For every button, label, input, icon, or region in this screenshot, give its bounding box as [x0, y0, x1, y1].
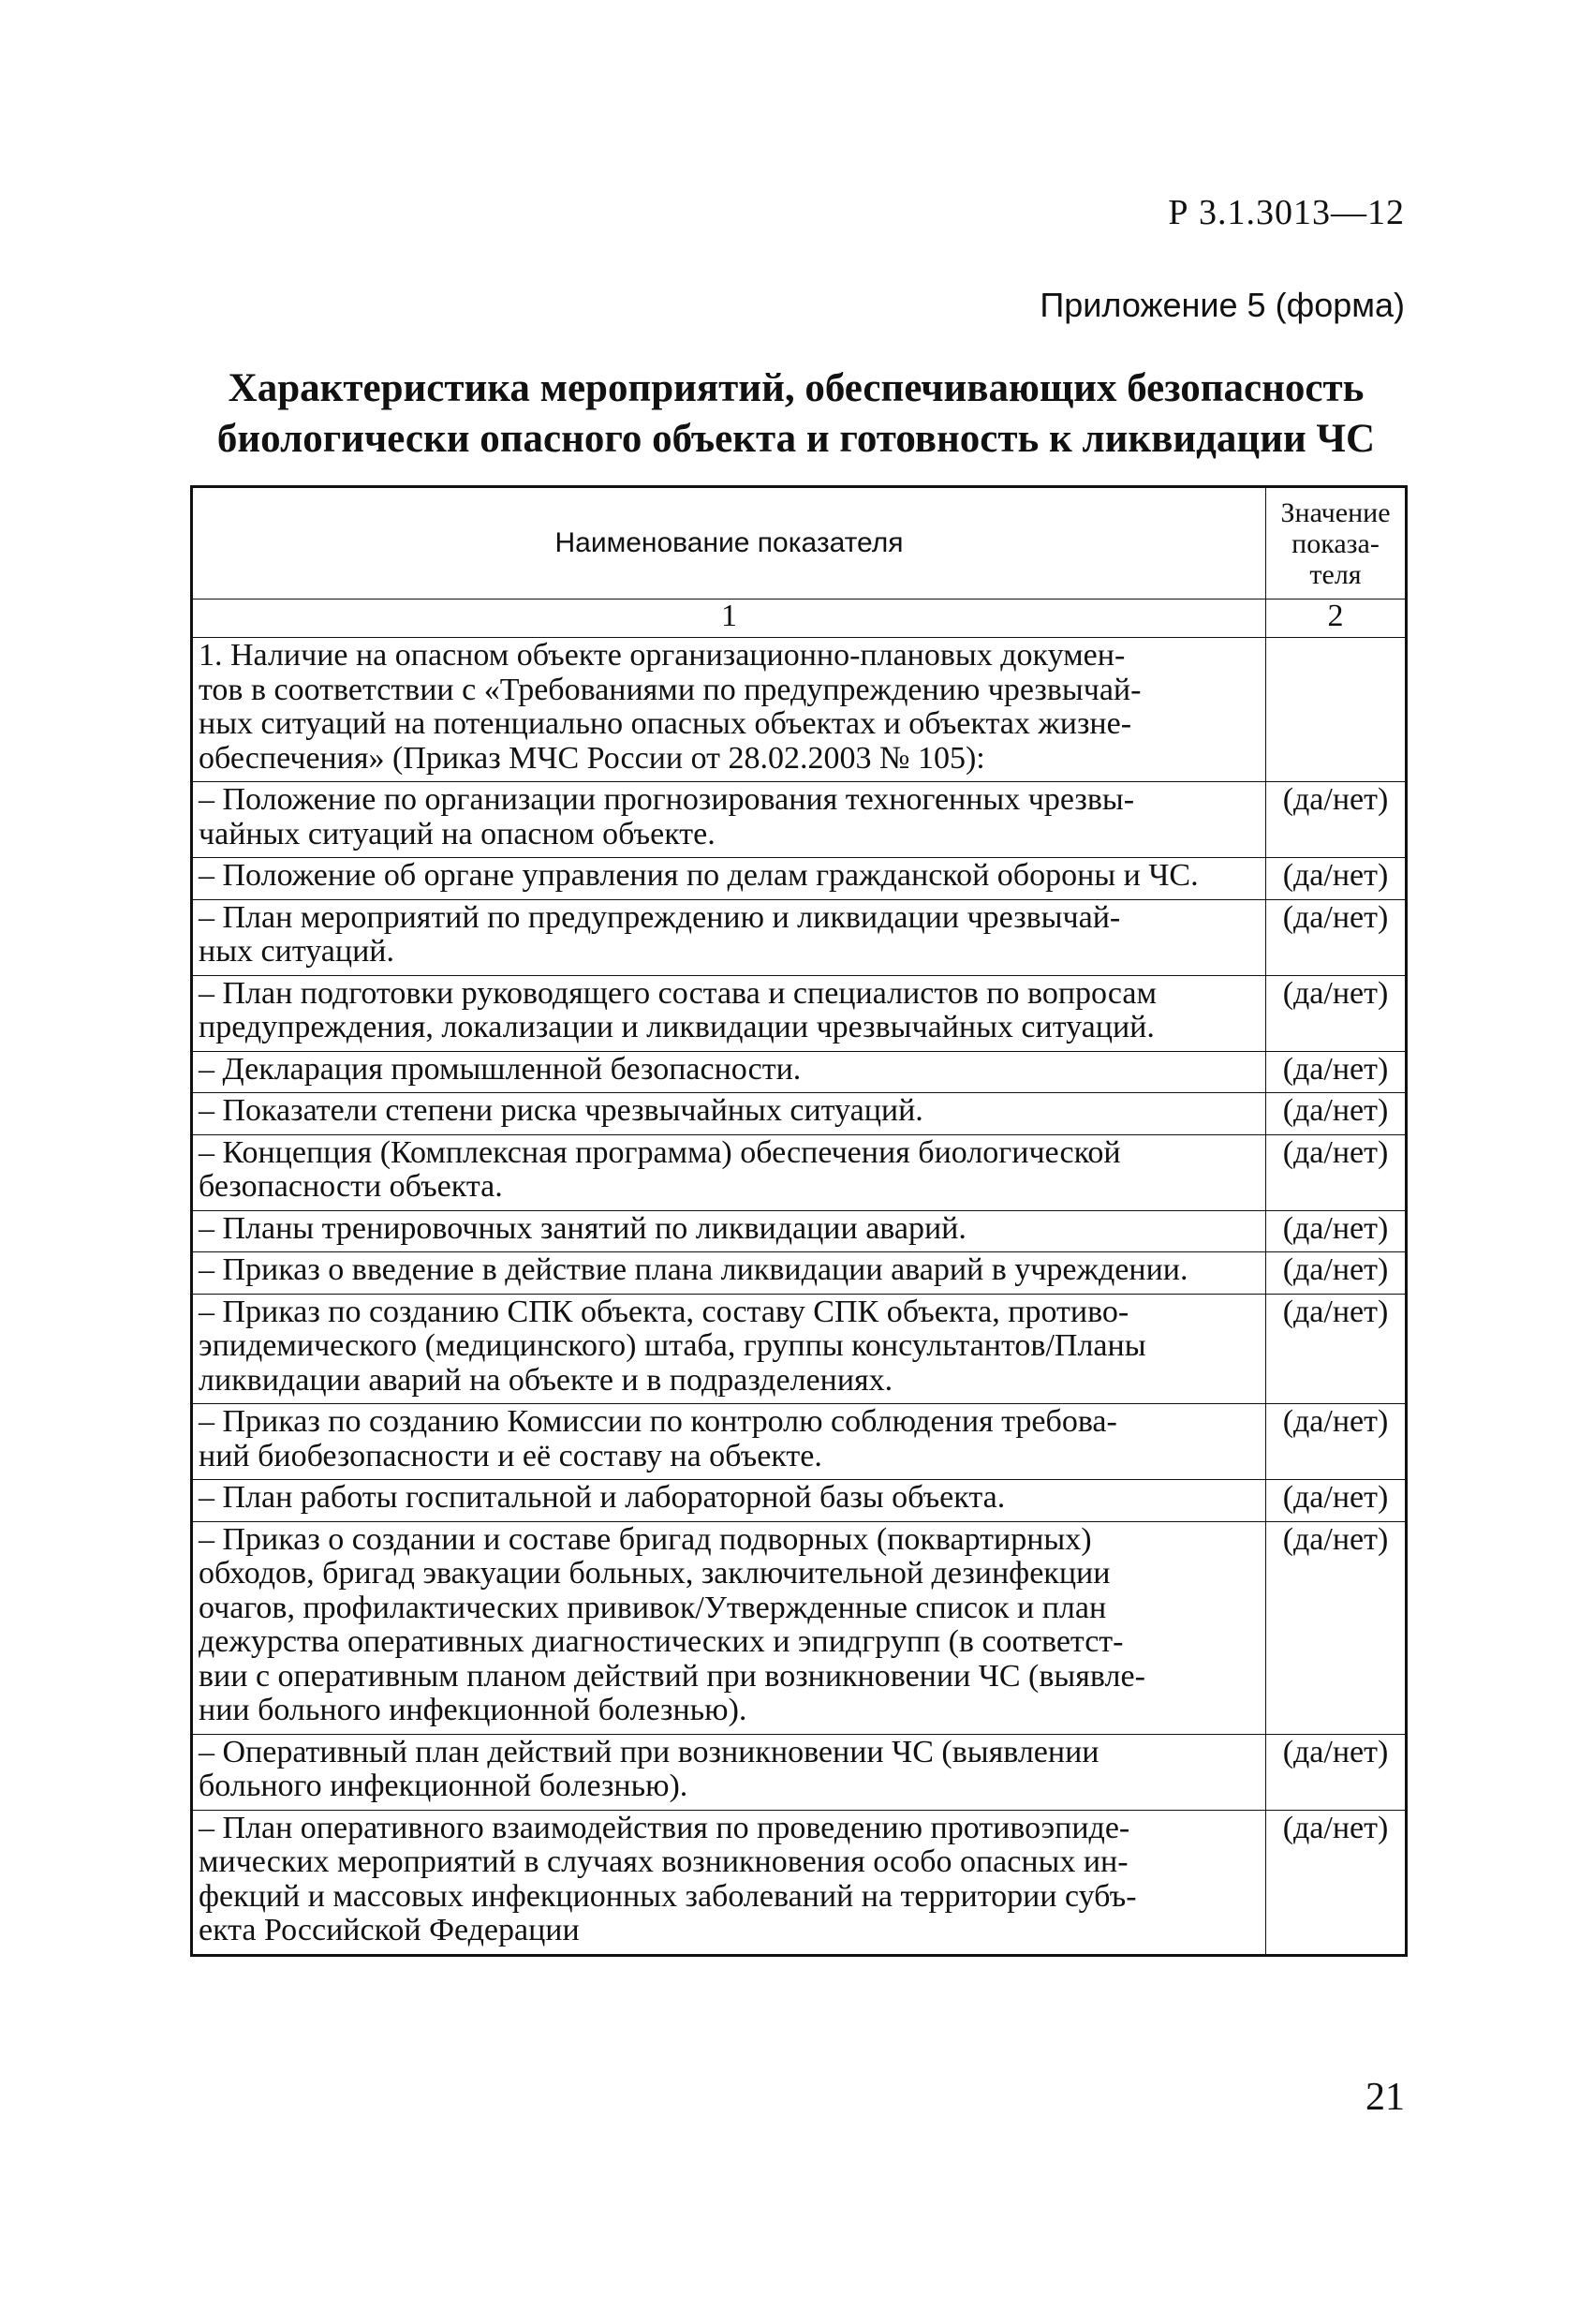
indicator-name-cell	[192, 1521, 1266, 1734]
table-row	[192, 899, 1407, 975]
table-row	[192, 1734, 1407, 1810]
indicators-table	[190, 485, 1408, 1957]
indicator-text-line: безопасности объекта.	[199, 1169, 503, 1204]
indicator-text-line: очагов, профилактических прививок/Утвержденные список и план	[199, 1590, 1107, 1625]
indicator-value-cell: (да/нет)	[1266, 782, 1407, 858]
indicator-text-line: – Приказ о создании и составе бригад подворных (поквартирных)	[199, 1521, 1092, 1557]
table-row	[192, 1051, 1407, 1093]
title-line: Характеристика мероприятий, обеспечивающих безопасность	[228, 366, 1365, 410]
indicator-text-line: предупреждения, локализации и ликвидации чрезвычайных ситуаций.	[199, 1010, 1155, 1044]
indicator-value-cell: (да/нет)	[1266, 1521, 1407, 1734]
indicator-name-cell	[192, 899, 1266, 975]
table-row	[192, 782, 1407, 858]
indicator-value-cell: (да/нет)	[1266, 1734, 1407, 1810]
indicator-name-cell	[192, 858, 1266, 900]
indicator-text-line: вии с оперативным планом действий при возникновении ЧС (выявле-	[199, 1658, 1145, 1694]
indicator-text-line: ных ситуаций.	[199, 934, 394, 969]
table-row	[192, 1294, 1407, 1404]
indicator-name-cell	[192, 782, 1266, 858]
document-code: Р 3.1.3013—12	[1168, 193, 1405, 232]
indicator-text-line: ликвидации аварий на объекте и в подразделениях.	[199, 1362, 893, 1398]
title-line: биологически опасного объекта и готовность к ликвидации ЧС	[216, 417, 1376, 461]
indicator-value-cell: (да/нет)	[1266, 1480, 1407, 1522]
indicator-text-line: ных ситуаций на потенциально опасных объектах и объектах жизне-	[199, 706, 1132, 741]
column-number: 2	[1266, 600, 1407, 638]
document-title	[187, 363, 1405, 465]
indicator-text-line: екта Российской Федерации	[199, 1913, 580, 1947]
indicator-name-cell	[192, 1093, 1266, 1135]
indicator-value-cell: (да/нет)	[1266, 1294, 1407, 1404]
column-header-line: показа-	[1291, 527, 1380, 559]
column-header-line: теля	[1309, 558, 1362, 590]
indicator-text-line: – План подготовки руководящего состава и специалистов по вопросам	[199, 975, 1157, 1011]
indicator-text-line: обходов, бригад эвакуации больных, заключительной дезинфекции	[199, 1556, 1111, 1591]
table-row	[192, 1404, 1407, 1480]
indicator-name-cell	[192, 1051, 1266, 1093]
indicator-name-cell	[192, 1210, 1266, 1252]
indicator-text-line: 1. Наличие на опасном объекте организационно-плановых докумен-	[199, 638, 1126, 673]
indicator-value-cell: (да/нет)	[1266, 1252, 1407, 1295]
table-row	[192, 1480, 1407, 1522]
indicator-name-cell	[192, 1134, 1266, 1210]
column-number: 1	[192, 600, 1266, 638]
indicator-text-line: – Приказ по созданию СПК объекта, составу СПК объекта, противо-	[199, 1294, 1129, 1329]
indicator-text-line: нии больного инфекционной болезнью).	[199, 1693, 747, 1727]
table-row	[192, 1810, 1407, 1955]
indicator-name-cell	[192, 638, 1266, 782]
indicator-value-cell: (да/нет)	[1266, 1093, 1407, 1135]
indicator-text-line: ний биобезопасности и её составу на объекте.	[199, 1438, 822, 1473]
indicator-text-line: чайных ситуаций на опасном объекте.	[199, 816, 716, 851]
indicator-text-line: – Оперативный план действий при возникновении ЧС (выявлении	[199, 1734, 1100, 1769]
indicator-text-line: – Положение по организации прогнозирования техногенных чрезвы-	[199, 782, 1135, 817]
indicator-value-cell: (да/нет)	[1266, 1051, 1407, 1093]
indicator-text-line: – Планы тренировочных занятий по ликвидации аварий.	[199, 1210, 967, 1246]
indicator-name-cell	[192, 1294, 1266, 1404]
appendix-label: Приложение 5 (форма)	[1040, 286, 1405, 324]
column-header-indicator-name: Наименование показателя	[192, 487, 1266, 600]
indicator-text-line: – План работы госпитальной и лабораторной базы объекта.	[199, 1480, 1006, 1515]
indicator-text-line: фекций и массовых инфекционных заболеваний на территории субъ-	[199, 1878, 1137, 1914]
indicator-text-line: эпидемического (медицинского) штаба, группы консультантов/Планы	[199, 1328, 1146, 1363]
indicator-value-cell: (да/нет)	[1266, 1810, 1407, 1955]
indicator-value-cell: (да/нет)	[1266, 899, 1407, 975]
table-header-row	[192, 487, 1407, 600]
indicator-text-line: – Концепция (Комплексная программа) обеспечения биологической	[199, 1134, 1121, 1170]
indicator-text-line: – Положение об органе управления по делам гражданской обороны и ЧС.	[199, 858, 1199, 893]
indicator-value-cell: (да/нет)	[1266, 858, 1407, 900]
indicator-name-cell	[192, 1734, 1266, 1810]
indicator-value-cell: (да/нет)	[1266, 1404, 1407, 1480]
table-row	[192, 1134, 1407, 1210]
table-row	[192, 1252, 1407, 1295]
indicator-name-cell	[192, 1480, 1266, 1522]
indicator-text-line: больного инфекционной болезнью).	[199, 1769, 688, 1803]
indicator-text-line: – Приказ о введение в действие плана ликвидации аварий в учреждении.	[199, 1252, 1188, 1287]
column-header-line: Значение	[1280, 496, 1391, 528]
indicator-value-cell	[1266, 638, 1407, 782]
indicator-text-line: мических мероприятий в случаях возникновения особо опасных ин-	[199, 1844, 1129, 1879]
column-header-indicator-value	[1266, 487, 1407, 600]
table-row	[192, 1521, 1407, 1734]
table-row	[192, 975, 1407, 1051]
indicator-name-cell	[192, 1810, 1266, 1955]
indicator-name-cell	[192, 975, 1266, 1051]
column-number-row	[192, 600, 1407, 638]
indicator-text-line: – План оперативного взаимодействия по проведению противоэпиде-	[199, 1810, 1130, 1845]
indicator-text-line: – Показатели степени риска чрезвычайных ситуаций.	[199, 1093, 923, 1128]
indicator-text-line: тов в соответствии с «Требованиями по предупреждению чрезвычай-	[199, 672, 1142, 707]
indicator-value-cell: (да/нет)	[1266, 1134, 1407, 1210]
table-row	[192, 638, 1407, 782]
indicator-text-line: – Приказ по созданию Комиссии по контролю соблюдения требова-	[199, 1404, 1117, 1439]
indicator-text-line: – План мероприятий по предупреждению и ликвидации чрезвычай-	[199, 899, 1121, 935]
table-row	[192, 1093, 1407, 1135]
page-number: 21	[1365, 2076, 1405, 2119]
indicator-name-cell	[192, 1252, 1266, 1295]
indicator-name-cell	[192, 1404, 1266, 1480]
indicator-value-cell: (да/нет)	[1266, 1210, 1407, 1252]
indicator-text-line: дежурства оперативных диагностических и эпидгрупп (в соответст-	[199, 1624, 1124, 1659]
table-body	[192, 638, 1407, 1956]
table-row	[192, 1210, 1407, 1252]
table-row	[192, 858, 1407, 900]
indicator-text-line: – Декларация промышленной безопасности.	[199, 1051, 802, 1087]
indicator-value-cell: (да/нет)	[1266, 975, 1407, 1051]
indicator-text-line: обеспечения» (Приказ МЧС России от 28.02.2003 № 105):	[199, 740, 985, 776]
